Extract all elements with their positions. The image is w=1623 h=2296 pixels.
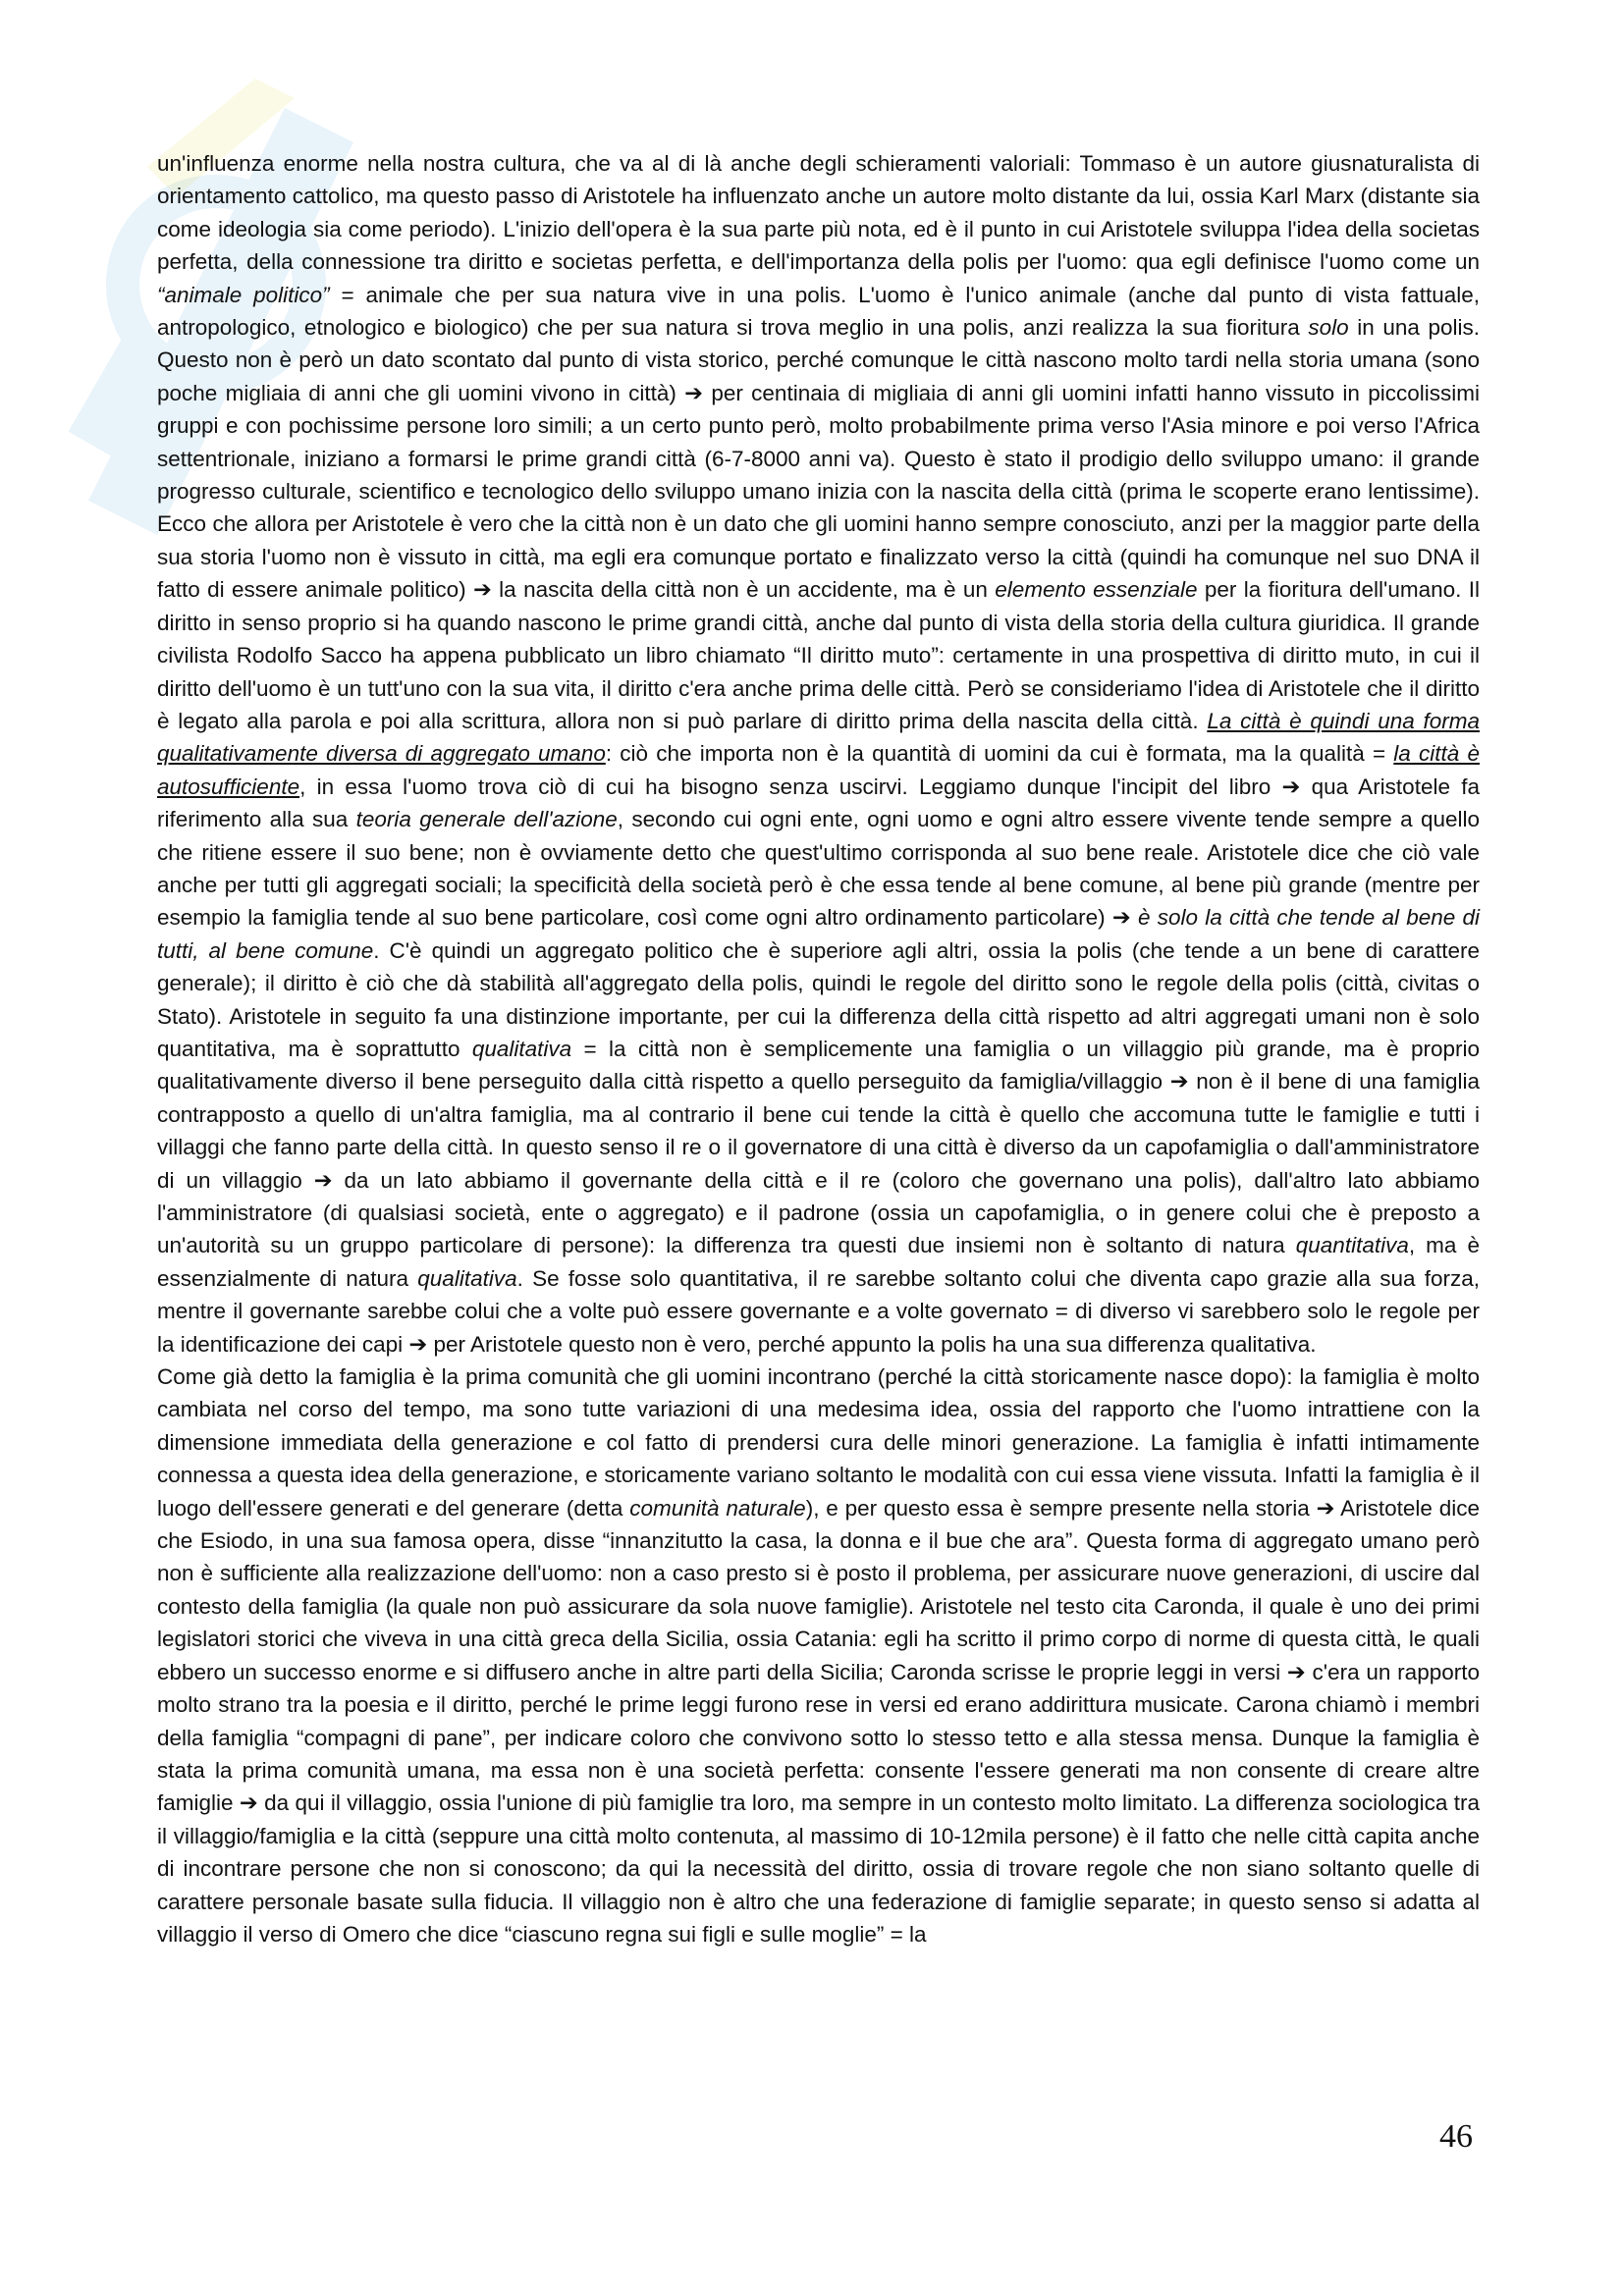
paragraph [157,147,1480,1361]
text-run: = la città non è semplicemente una famiglia o un villaggio più grande, ma è proprio qualitativamente diverso il bene perseguito dalla città rispetto a quello perseguito da famiglia/villaggio ➔ non è il bene di una famiglia contrapposto a quello di un'altra famiglia, ma al contrario il bene cui tende la città è quello che accomuna tutte le famiglie e tutti i villaggi che fanno parte della città. In questo senso il re o il governatore di una città è diverso da un capofamiglia o dall'amministratore di un villaggio ➔ da un lato abbiamo il governante della città e il re (coloro che governano una polis), dall'altro lato abbiamo l'amministratore (di qualsiasi società, ente o aggregato) e il padrone (ossia un capofamiglia, o in genere colui che è preposto a un'autorità su un gruppo particolare di persone): la differenza tra questi due insiemi non è soltanto di natura [157,1036,1480,1258]
emphasized-text: la città è autosufficiente [157,741,1480,799]
emphasized-text: “animale politico” [157,282,330,307]
emphasized-text: teoria generale dell'azione [355,807,618,832]
text-run: , ma è essenzialmente di natura [157,1233,1480,1291]
document-body [157,147,1480,1950]
emphasized-text: qualitativa [471,1036,572,1061]
text-run: Come già detto la famiglia è la prima comunità che gli uomini incontrano (perché la città storicamente nasce dopo): la famiglia è molto cambiata nel corso del tempo, ma sono tutte variazioni di una medesima idea, ossia del rapporto che l'uomo intrattiene con la dimensione immediata della generazione e col fatto di prendersi cura delle minori generazione. La famiglia è infatti intimamente connessa a questa idea della generazione, e storicamente variano soltanto le modalità con cui essa viene vissuta. Infatti la famiglia è il luogo dell'essere generati e del generare (detta [157,1364,1480,1521]
text-run: , secondo cui ogni ente, ogni uomo e ogni altro essere vivente tende sempre a quello che ritiene essere il suo bene; non è ovviamente detto che quest'ultimo corrisponda al suo bene reale. Aristotele dice che ciò vale anche per tutti gli aggregati sociali; la specificità della società però è che essa tende al bene comune, al bene più grande (mentre per esempio la famiglia tende al suo bene particolare, così come ogni altro ordinamento particolare) ➔ [157,807,1480,931]
text-run: = animale che per sua natura vive in una polis. L'uomo è l'unico animale (anche dal punto di vista fattuale, antropologico, etnologico e biologico) che per sua natura si trova meglio in una polis, anzi realizza la sua fioritura [157,282,1480,341]
text-run: . C'è quindi un aggregato politico che è superiore agli altri, ossia la polis (che tende a un bene di carattere generale); il diritto è ciò che dà stabilità all'aggregato della polis, quindi le regole del diritto sono le regole della polis (città, civitas o Stato). Aristotele in seguito fa una distinzione importante, per cui la differenza della città rispetto ad altri aggregati umani non è solo quantitativa, ma è soprattutto [157,937,1480,1061]
text-run: in una polis. Questo non è però un dato scontato dal punto di vista storico, perché comunque le città nascono molto tardi nella storia umana (sono poche migliaia di anni che gli uomini vivono in città) ➔ per centinaia di migliaia di anni gli uomini infatti hanno vissuto in piccolissimi gruppi e con pochissime persone loro simili; a un certo punto però, molto probabilmente prima verso l'Asia minore e poi verso l'Africa settentrionale, iniziano a formarsi le prime grandi città (6-7-8000 anni va). Questo è stato il prodigio dello sviluppo umano: il grande progresso culturale, scientifico e tecnologico dello sviluppo umano inizia con la nascita della città (prima le scoperte erano lentissime). Ecco che allora per Aristotele è vero che la città non è un dato che gli uomini hanno sempre conosciuto, anzi per la maggior parte della sua storia l'uomo non è vissuto in città, ma egli era comunque portato e finalizzato verso la città (quindi ha comunque nel suo DNA il fatto di essere animale politico) ➔ la nascita della città non è un accidente, ma è un [157,315,1480,603]
text-run: . Se fosse solo quantitativa, il re sarebbe soltanto colui che diventa capo grazie alla sua forza, mentre il governante sarebbe colui che a volte può essere governante e a volte governato = di diverso vi sarebbero solo le regole per la identificazione dei capi ➔ per Aristotele questo non è vero, perché appunto la polis ha una sua differenza qualitativa. [157,1265,1480,1357]
emphasized-text: solo [1308,315,1349,341]
text-run: per la fioritura dell'umano. Il diritto in senso proprio si ha quando nascono le prime grandi città, anche dal punto di vista della storia della cultura giuridica. Il grande civilista Rodolfo Sacco ha appena pubblicato un libro chiamato “Il diritto muto”: certamente in una prospettiva di diritto muto, in cui il diritto dell'uomo è un tutt'uno con la sua vita, il diritto c'era anche prima delle città. Però se consideriamo l'idea di Aristotele che il diritto è legato alla parola e poi alla scrittura, allora non si può parlare di diritto prima della nascita della città. [157,577,1480,733]
emphasized-text: comunità naturale [629,1495,806,1521]
emphasized-text: quantitativa [1295,1233,1409,1258]
page-number: 46 [1439,2118,1473,2155]
paragraph [157,1361,1480,1950]
text-run: , in essa l'uomo trova ciò di cui ha bisogno senza uscirvi. Leggiamo dunque l'incipit del libro ➔ qua Aristotele fa riferimento alla sua [157,774,1480,832]
emphasized-text: elemento essenziale [995,577,1198,603]
emphasized-text: qualitativa [417,1265,517,1291]
emphasized-text: La città è quindi una forma qualitativamente diversa di aggregato umano [157,708,1480,767]
text-run: : ciò che importa non è la quantità di uomini da cui è formata, ma la qualità = [605,741,1394,767]
text-run: un'influenza enorme nella nostra cultura, che va al di là anche degli schieramenti valoriali: Tommaso è un autore giusnaturalista di orientamento cattolico, ma questo passo di Aristotele ha influenzato anche un autore molto distante da lui, ossia Karl Marx (distante sia come ideologia sia come periodo). L'inizio dell'opera è la sua parte più nota, ed è il punto in cui Aristotele sviluppa l'idea della societas perfetta, della connessione tra diritto e societas perfetta, e dell'importanza della polis per l'uomo: qua egli definisce l'uomo come un [157,151,1480,275]
emphasized-text: è solo la città che tende al bene di tutti, al bene comune [157,905,1480,963]
text-run: ), e per questo essa è sempre presente nella storia ➔ Aristotele dice che Esiodo, in una sua famosa opera, disse “innanzitutto la casa, la donna e il bue che ara”. Questa forma di aggregato umano però non è sufficiente alla realizzazione dell'uomo: non a caso presto si è posto il problema, per assicurare nuove generazioni, di uscire dal contesto della famiglia (la quale non può assicurare da sola nuove famiglie). Aristotele nel testo cita Caronda, il quale è uno dei primi legislatori storici che viveva in una città greca della Sicilia, ossia Catania: egli ha scritto il primo corpo di norme di questa città, le quali ebbero un successo enorme e si diffusero anche in altre parti della Sicilia; Caronda scrisse le proprie leggi in versi ➔ c'era un rapporto molto strano tra la poesia e il diritto, perché le prime leggi furono rese in versi ed erano addirittura musicate. Carona chiamò i membri della famiglia “compagni di pane”, per indicare coloro che convivono sotto lo stesso tetto e alla stessa mensa. Dunque la famiglia è stata la prima comunità umana, ma essa non è una società perfetta: consente l'essere generati ma non consente di creare altre famiglie ➔ da qui il villaggio, ossia l'unione di più famiglie tra loro, ma sempre in un contesto molto limitato. La differenza sociologica tra il villaggio/famiglia e la città (seppure una città molto contenuta, al massimo di 10-12mila persone) è il fatto che nelle città capita anche di incontrare persone che non si conoscono; da qui la necessità del diritto, ossia di trovare regole che non siano soltanto quelle di carattere personale basate sulla fiducia. Il villaggio non è altro che una federazione di famiglie separate; in questo senso si adatta al villaggio il verso di Omero che dice “ciascuno regna sui figli e sulle moglie” = la [157,1495,1480,1947]
